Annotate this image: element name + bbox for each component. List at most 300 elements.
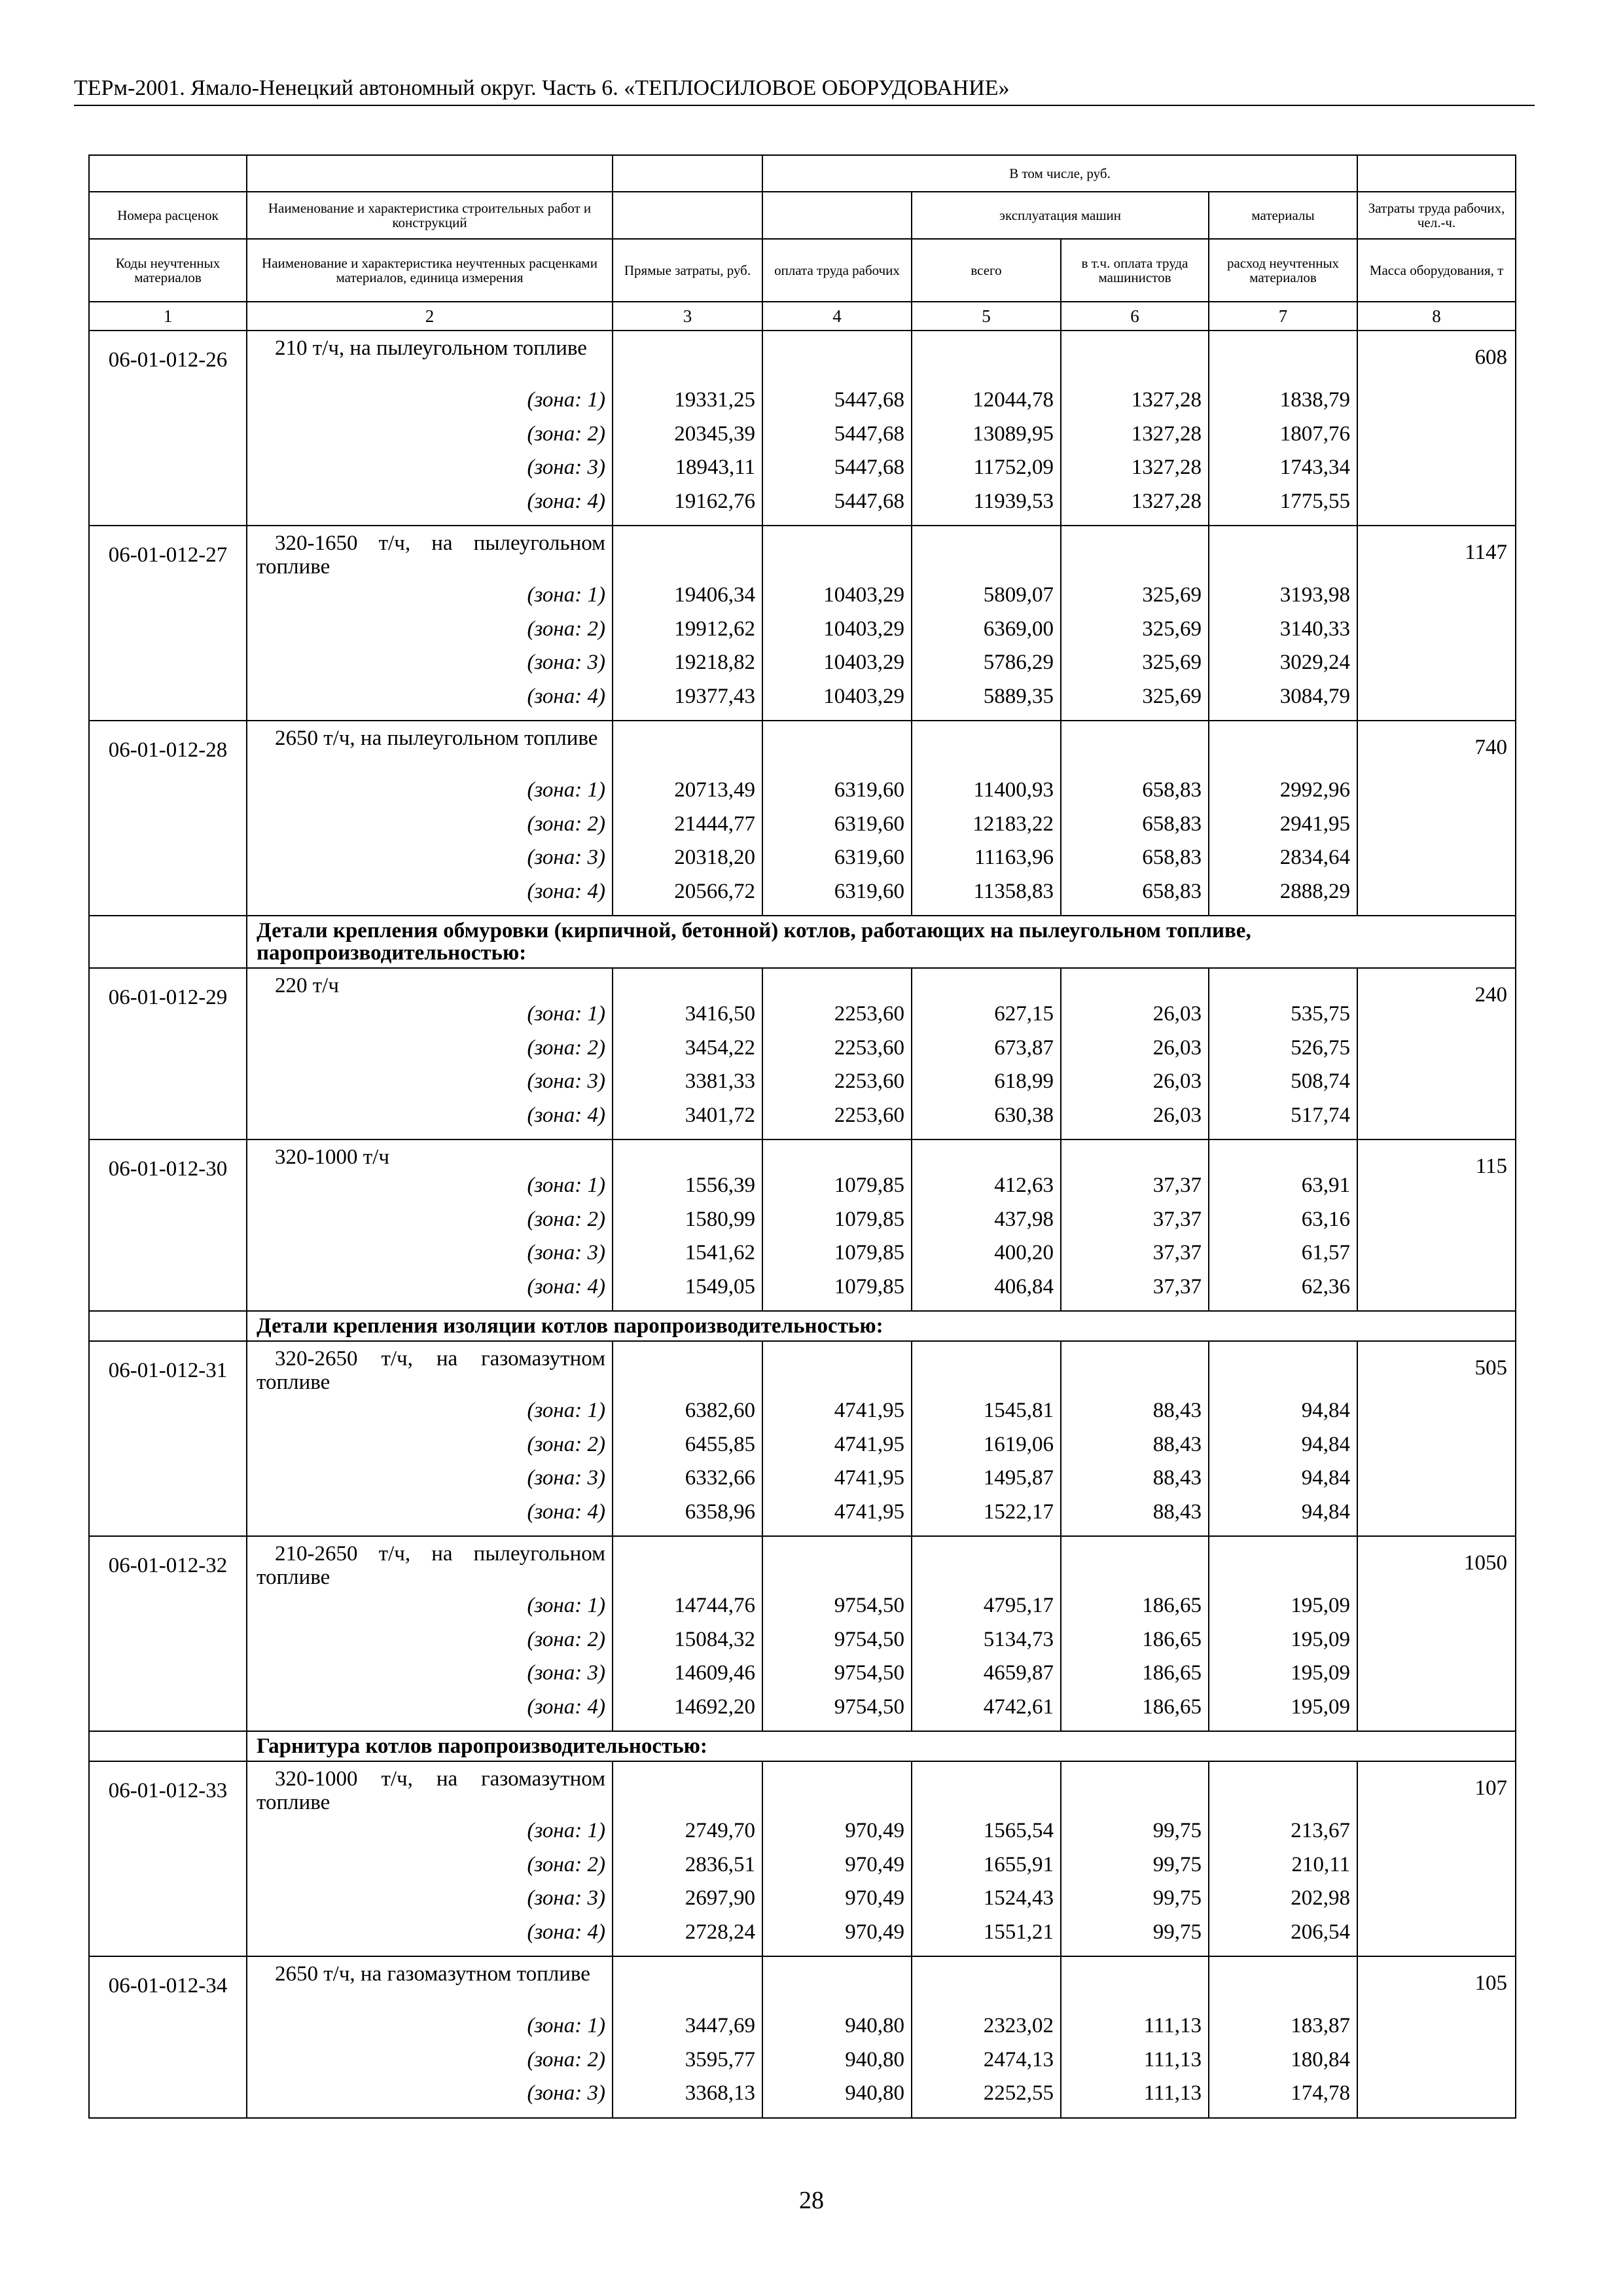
zone-value: 412,63 [994, 1174, 1054, 1197]
value-list [766, 1957, 904, 2111]
rate-row [89, 721, 1516, 916]
zone-value: 627,15 [994, 1002, 1054, 1026]
zone-label: (зона: 1) [527, 388, 605, 412]
value-cell-machines [912, 331, 1061, 526]
zone-value: 186,65 [1142, 1661, 1202, 1685]
section-code-cell [89, 1311, 247, 1341]
zone-value: 88,43 [1152, 1432, 1202, 1456]
zone-value: 3401,72 [685, 1103, 755, 1127]
zone-value: 4742,61 [983, 1695, 1054, 1719]
zone-value: 2728,24 [685, 1920, 755, 1944]
zone-value: 12044,78 [972, 388, 1054, 412]
header-material-name: Наименование и характеристика неучтенных расценками материалов, единица измерения [247, 239, 613, 302]
header-total: всего [912, 239, 1061, 302]
value-cell-machines [912, 1536, 1061, 1731]
rate-title: 210-2650 т/ч, на пылеугольном топливе [257, 1542, 605, 1589]
zone-value: 4741,95 [834, 1466, 904, 1490]
zone-value: 94,84 [1301, 1399, 1351, 1422]
labor-value: 505 [1357, 1341, 1516, 1536]
zone-value: 111,13 [1143, 2047, 1202, 2072]
zone-value: 19406,34 [674, 583, 755, 607]
value-list [766, 969, 904, 1132]
zone-label: (зона: 4) [527, 879, 605, 903]
zone-value: 1327,28 [1131, 388, 1202, 412]
zone-value: 3595,77 [685, 2047, 755, 2072]
zone-label: (зона: 2) [527, 1035, 605, 1060]
rate-name-cell [247, 968, 613, 1139]
rate-row [89, 1536, 1516, 1731]
value-cell-direct [613, 1341, 762, 1536]
zone-value: 1551,21 [983, 1920, 1054, 1944]
zone-value: 1327,28 [1131, 489, 1202, 513]
zone-label: (зона: 4) [527, 489, 605, 513]
value-cell-materials [1209, 1341, 1357, 1536]
value-cell-wages [762, 1536, 912, 1731]
zone-value: 11752,09 [973, 456, 1054, 479]
value-cell-operators [1061, 721, 1209, 916]
value-list [1212, 1762, 1350, 1949]
rate-name-cell [247, 721, 613, 916]
zone-value: 1079,85 [834, 1241, 904, 1265]
zone-value: 1655,91 [983, 1852, 1054, 1876]
value-cell-operators [1061, 968, 1209, 1139]
zone-value: 1079,85 [834, 1274, 904, 1299]
rate-title: 320-1000 т/ч, на газомазутном топливе [257, 1767, 605, 1814]
value-cell-wages [762, 526, 912, 721]
zone-label: (зона: 1) [527, 2014, 605, 2037]
zone-value: 26,03 [1152, 1103, 1202, 1127]
zone-value: 5889,35 [983, 684, 1054, 708]
value-list [616, 721, 755, 908]
zone-label: (зона: 2) [527, 1207, 605, 1231]
value-list [915, 526, 1054, 713]
zone-label: (зона: 3) [527, 2081, 605, 2105]
rate-name-cell [247, 1139, 613, 1311]
header-rate-numbers: Номера расценок [89, 192, 247, 239]
zone-value: 26,03 [1152, 1002, 1202, 1026]
zone-value: 11400,93 [973, 778, 1054, 802]
header-material-codes: Коды неучтенных материалов [89, 239, 247, 302]
value-list [1064, 1140, 1202, 1304]
zone-label: (зона: 1) [527, 1594, 605, 1617]
value-list [1064, 1537, 1202, 1724]
labor-value: 1147 [1357, 526, 1516, 721]
zone-value: 2697,90 [685, 1886, 755, 1910]
rate-title: 2650 т/ч, на пылеугольном топливе [275, 726, 598, 750]
zone-value: 2836,51 [685, 1852, 755, 1876]
zone-value: 88,43 [1152, 1466, 1202, 1490]
zone-value: 20713,49 [674, 778, 755, 802]
value-cell-direct [613, 1536, 762, 1731]
zone-value: 437,98 [994, 1207, 1054, 1231]
zone-value: 9754,50 [834, 1594, 904, 1617]
zone-label: (зона: 1) [527, 1819, 605, 1842]
rate-name-cell [247, 1341, 613, 1536]
rate-row [89, 968, 1516, 1139]
zone-value: 94,84 [1301, 1432, 1351, 1456]
zone-value: 88,43 [1152, 1399, 1202, 1422]
zone-value: 9754,50 [834, 1695, 904, 1719]
zone-value: 94,84 [1301, 1499, 1351, 1524]
zone-value: 37,37 [1152, 1207, 1202, 1231]
header-worker-wages: оплата труда рабочих [762, 239, 912, 302]
value-list [616, 1957, 755, 2111]
value-list [616, 526, 755, 713]
value-list [915, 1957, 1054, 2111]
value-list [915, 1537, 1054, 1724]
zone-value: 20566,72 [674, 879, 755, 903]
value-list [1212, 526, 1350, 713]
zone-value: 4741,95 [834, 1432, 904, 1456]
zone-value: 63,91 [1301, 1174, 1351, 1197]
section-code-cell [89, 916, 247, 968]
zone-value: 940,80 [845, 2081, 904, 2105]
value-cell-direct [613, 1956, 762, 2118]
header-blank-cell [613, 155, 762, 192]
running-header: ТЕРм-2001. Ямало-Ненецкий автономный округ. Часть 6. «ТЕПЛОСИЛОВОЕ ОБОРУДОВАНИЕ» [74, 76, 1010, 100]
rate-row [89, 1341, 1516, 1536]
zone-value: 6319,60 [834, 846, 904, 869]
zone-value: 1807,76 [1279, 422, 1351, 446]
zone-value: 1541,62 [685, 1241, 755, 1265]
labor-value: 740 [1357, 721, 1516, 916]
labor-value: 107 [1357, 1761, 1516, 1956]
value-cell-materials [1209, 1536, 1357, 1731]
column-number: 8 [1357, 302, 1516, 331]
value-list [766, 1762, 904, 1949]
zone-value: 63,16 [1301, 1207, 1351, 1231]
zone-value: 5786,29 [983, 651, 1054, 674]
zone-value: 5134,73 [983, 1627, 1054, 1651]
zone-value: 940,80 [845, 2014, 904, 2037]
zone-value: 15084,32 [674, 1627, 755, 1651]
zone-value: 88,43 [1152, 1499, 1202, 1524]
value-cell-wages [762, 1956, 912, 2118]
value-list [616, 1537, 755, 1724]
zone-value: 517,74 [1291, 1103, 1351, 1127]
zone-value: 4741,95 [834, 1399, 904, 1422]
zone-value: 1775,55 [1279, 489, 1351, 513]
value-list [1064, 331, 1202, 518]
rate-code: 06-01-012-27 [89, 526, 247, 721]
zone-value: 2252,55 [983, 2081, 1054, 2105]
zone-value: 2253,60 [834, 1069, 904, 1093]
zone-value: 1524,43 [983, 1886, 1054, 1910]
column-number: 1 [89, 302, 247, 331]
zone-value: 19331,25 [674, 388, 755, 412]
zone-label: (зона: 1) [527, 1174, 605, 1197]
zone-value: 3029,24 [1279, 651, 1351, 674]
zone-value: 10403,29 [823, 651, 904, 674]
zone-value: 195,09 [1291, 1661, 1351, 1685]
zone-label: (зона: 4) [527, 1920, 605, 1944]
section-title: Детали крепления обмуровки (кирпичной, бетонной) котлов, работающих на пылеугольном топливе, паропроизводительностью: [247, 916, 1516, 968]
value-list [1212, 969, 1350, 1132]
header-unaccounted-materials: расход неучтенных материалов [1209, 239, 1357, 302]
zone-value: 2941,95 [1279, 812, 1351, 836]
rate-row [89, 526, 1516, 721]
zone-value: 10403,29 [823, 583, 904, 607]
zone-value: 10403,29 [823, 617, 904, 641]
zone-value: 6319,60 [834, 778, 904, 802]
zone-value: 195,09 [1291, 1627, 1351, 1651]
zone-label: (зона: 4) [527, 1695, 605, 1719]
zone-value: 1327,28 [1131, 456, 1202, 479]
zone-value: 658,83 [1142, 879, 1202, 903]
zone-value: 20318,20 [674, 846, 755, 869]
zone-value: 186,65 [1142, 1594, 1202, 1617]
zone-label: (зона: 2) [527, 617, 605, 641]
zone-label: (зона: 3) [527, 1661, 605, 1685]
zone-value: 4659,87 [983, 1661, 1054, 1685]
rate-title: 320-1650 т/ч, на пылеугольном топливе [257, 531, 605, 579]
zone-label: (зона: 3) [527, 1886, 605, 1910]
zone-value: 2834,64 [1279, 846, 1351, 869]
zone-value: 2253,60 [834, 1103, 904, 1127]
header-materials: материалы [1209, 192, 1357, 239]
value-list [1212, 1537, 1350, 1724]
zone-value: 19912,62 [674, 617, 755, 641]
zone-value: 940,80 [845, 2047, 904, 2072]
rate-code: 06-01-012-31 [89, 1341, 247, 1536]
zone-value: 186,65 [1142, 1695, 1202, 1719]
zone-value: 508,74 [1291, 1069, 1351, 1093]
zone-label: (зона: 3) [527, 846, 605, 869]
zone-value: 5447,68 [834, 456, 904, 479]
zone-value: 62,36 [1301, 1274, 1351, 1299]
zone-value: 6369,00 [983, 617, 1054, 641]
value-cell-wages [762, 1761, 912, 1956]
zone-value: 406,84 [994, 1274, 1054, 1299]
value-cell-operators [1061, 1761, 1209, 1956]
value-list [915, 331, 1054, 518]
zone-value: 14744,76 [674, 1594, 755, 1617]
value-list [915, 969, 1054, 1132]
zone-value: 183,87 [1291, 2014, 1351, 2037]
zone-value: 1619,06 [983, 1432, 1054, 1456]
header-operator-wages: в т.ч. оплата труда машинистов [1061, 239, 1209, 302]
value-cell-operators [1061, 331, 1209, 526]
header-blank-cell [762, 192, 912, 239]
zone-value: 12183,22 [972, 812, 1054, 836]
zone-label: (зона: 4) [527, 1103, 605, 1127]
zone-value: 2323,02 [983, 2014, 1054, 2037]
rate-code: 06-01-012-30 [89, 1139, 247, 1311]
zone-value: 3454,22 [685, 1035, 755, 1060]
zone-value: 658,83 [1142, 846, 1202, 869]
section-row [89, 1311, 1516, 1341]
labor-value: 115 [1357, 1139, 1516, 1311]
zone-value: 3193,98 [1279, 583, 1351, 607]
table-body [89, 155, 1516, 2118]
zone-value: 6455,85 [685, 1432, 755, 1456]
zone-value: 94,84 [1301, 1466, 1351, 1490]
column-number: 3 [613, 302, 762, 331]
zone-value: 3381,33 [685, 1069, 755, 1093]
header-labor-costs: Затраты труда рабочих, чел.-ч. [1357, 192, 1516, 239]
zone-value: 195,09 [1291, 1695, 1351, 1719]
zone-label: (зона: 3) [527, 1466, 605, 1490]
value-cell-direct [613, 526, 762, 721]
page-number: 28 [799, 2187, 824, 2214]
zone-value: 325,69 [1142, 617, 1202, 641]
value-cell-machines [912, 721, 1061, 916]
zone-value: 210,11 [1291, 1852, 1351, 1876]
value-list [1064, 526, 1202, 713]
rate-name-cell [247, 331, 613, 526]
zone-label: (зона: 1) [527, 583, 605, 607]
value-cell-machines [912, 968, 1061, 1139]
section-row [89, 916, 1516, 968]
header-equipment-mass: Масса оборудования, т [1357, 239, 1516, 302]
value-cell-materials [1209, 526, 1357, 721]
zone-label: (зона: 3) [527, 1241, 605, 1265]
zone-label: (зона: 2) [527, 1852, 605, 1876]
zone-value: 1079,85 [834, 1207, 904, 1231]
value-cell-operators [1061, 1139, 1209, 1311]
value-cell-direct [613, 1139, 762, 1311]
value-list [1212, 1957, 1350, 2111]
rate-row [89, 1761, 1516, 1956]
zone-value: 3368,13 [685, 2081, 755, 2105]
zone-value: 19377,43 [674, 684, 755, 708]
value-list [915, 1140, 1054, 1304]
zone-value: 6382,60 [685, 1399, 755, 1422]
zone-label: (зона: 4) [527, 1274, 605, 1299]
value-list [766, 721, 904, 908]
rate-code: 06-01-012-26 [89, 331, 247, 526]
zone-value: 325,69 [1142, 651, 1202, 674]
zone-label: (зона: 2) [527, 1432, 605, 1456]
zone-value: 213,67 [1291, 1819, 1351, 1842]
zone-value: 400,20 [994, 1241, 1054, 1265]
value-cell-materials [1209, 1761, 1357, 1956]
value-cell-materials [1209, 1956, 1357, 2118]
zone-value: 325,69 [1142, 583, 1202, 607]
header-blank-cell [247, 155, 613, 192]
zone-value: 37,37 [1152, 1241, 1202, 1265]
zone-value: 202,98 [1291, 1886, 1351, 1910]
section-code-cell [89, 1731, 247, 1761]
zone-value: 19162,76 [674, 489, 755, 513]
value-cell-machines [912, 526, 1061, 721]
zone-value: 2474,13 [983, 2047, 1054, 2072]
labor-value: 240 [1357, 968, 1516, 1139]
value-cell-operators [1061, 1341, 1209, 1536]
zone-label: (зона: 1) [527, 1002, 605, 1026]
value-list [1064, 969, 1202, 1132]
zone-value: 11358,83 [973, 879, 1054, 903]
rate-name-cell [247, 1536, 613, 1731]
value-list [616, 1762, 755, 1949]
value-list [616, 1140, 755, 1304]
zone-value: 186,65 [1142, 1627, 1202, 1651]
zone-value: 99,75 [1152, 1852, 1202, 1876]
value-list [915, 1342, 1054, 1529]
zone-value: 195,09 [1291, 1594, 1351, 1617]
section-title: Детали крепления изоляции котлов паропроизводительностью: [247, 1311, 1516, 1341]
zone-value: 970,49 [845, 1886, 904, 1910]
zone-value: 10403,29 [823, 684, 904, 708]
rate-code: 06-01-012-29 [89, 968, 247, 1139]
zone-value: 206,54 [1291, 1920, 1351, 1944]
value-cell-direct [613, 331, 762, 526]
value-cell-materials [1209, 1139, 1357, 1311]
value-list [1212, 1342, 1350, 1529]
rate-code: 06-01-012-34 [89, 1956, 247, 2118]
value-cell-wages [762, 331, 912, 526]
zone-value: 325,69 [1142, 684, 1202, 708]
zone-value: 26,03 [1152, 1035, 1202, 1060]
zone-value: 1079,85 [834, 1174, 904, 1197]
zone-value: 3140,33 [1279, 617, 1351, 641]
zone-value: 1743,34 [1279, 456, 1351, 479]
zone-value: 2888,29 [1279, 879, 1351, 903]
labor-value: 608 [1357, 331, 1516, 526]
zone-value: 37,37 [1152, 1174, 1202, 1197]
value-cell-materials [1209, 331, 1357, 526]
rate-row [89, 331, 1516, 526]
value-cell-machines [912, 1761, 1061, 1956]
rate-name-cell [247, 1956, 613, 2118]
zone-value: 5447,68 [834, 422, 904, 446]
zone-label: (зона: 3) [527, 651, 605, 674]
header-work-name: Наименование и характеристика строительных работ и конструкций [247, 192, 613, 239]
zone-label: (зона: 2) [527, 422, 605, 446]
zone-value: 99,75 [1152, 1886, 1202, 1910]
zone-value: 673,87 [994, 1035, 1054, 1060]
value-cell-machines [912, 1341, 1061, 1536]
value-cell-wages [762, 1139, 912, 1311]
zone-value: 1522,17 [983, 1499, 1054, 1524]
value-cell-operators [1061, 1536, 1209, 1731]
zone-value: 2253,60 [834, 1035, 904, 1060]
rate-row [89, 1956, 1516, 2118]
zone-value: 3416,50 [685, 1002, 755, 1026]
header-blank-cell [1357, 155, 1516, 192]
section-row [89, 1731, 1516, 1761]
value-cell-wages [762, 721, 912, 916]
rate-title: 2650 т/ч, на газомазутном топливе [275, 1962, 590, 1986]
zone-value: 18943,11 [675, 456, 755, 479]
zone-label: (зона: 3) [527, 456, 605, 479]
zone-value: 1580,99 [685, 1207, 755, 1231]
zone-value: 526,75 [1291, 1035, 1351, 1060]
zone-value: 61,57 [1301, 1241, 1351, 1265]
zone-value: 2749,70 [685, 1819, 755, 1842]
value-list [766, 1140, 904, 1304]
zone-label: (зона: 4) [527, 1499, 605, 1524]
value-list [915, 1762, 1054, 1949]
zone-value: 1556,39 [685, 1174, 755, 1197]
rate-code: 06-01-012-33 [89, 1761, 247, 1956]
zone-value: 180,84 [1291, 2047, 1351, 2072]
column-number: 2 [247, 302, 613, 331]
header-machine-operation: эксплуатация машин [912, 192, 1209, 239]
zone-value: 6319,60 [834, 812, 904, 836]
zone-value: 1838,79 [1279, 388, 1351, 412]
rate-row [89, 1139, 1516, 1311]
zone-value: 19218,82 [674, 651, 755, 674]
labor-value: 105 [1357, 1956, 1516, 2118]
value-list [1064, 1342, 1202, 1529]
value-cell-direct [613, 968, 762, 1139]
value-cell-direct [613, 1761, 762, 1956]
zone-label: (зона: 1) [527, 778, 605, 802]
value-cell-machines [912, 1139, 1061, 1311]
zone-value: 5809,07 [983, 583, 1054, 607]
section-title: Гарнитура котлов паропроизводительностью: [247, 1731, 1516, 1761]
